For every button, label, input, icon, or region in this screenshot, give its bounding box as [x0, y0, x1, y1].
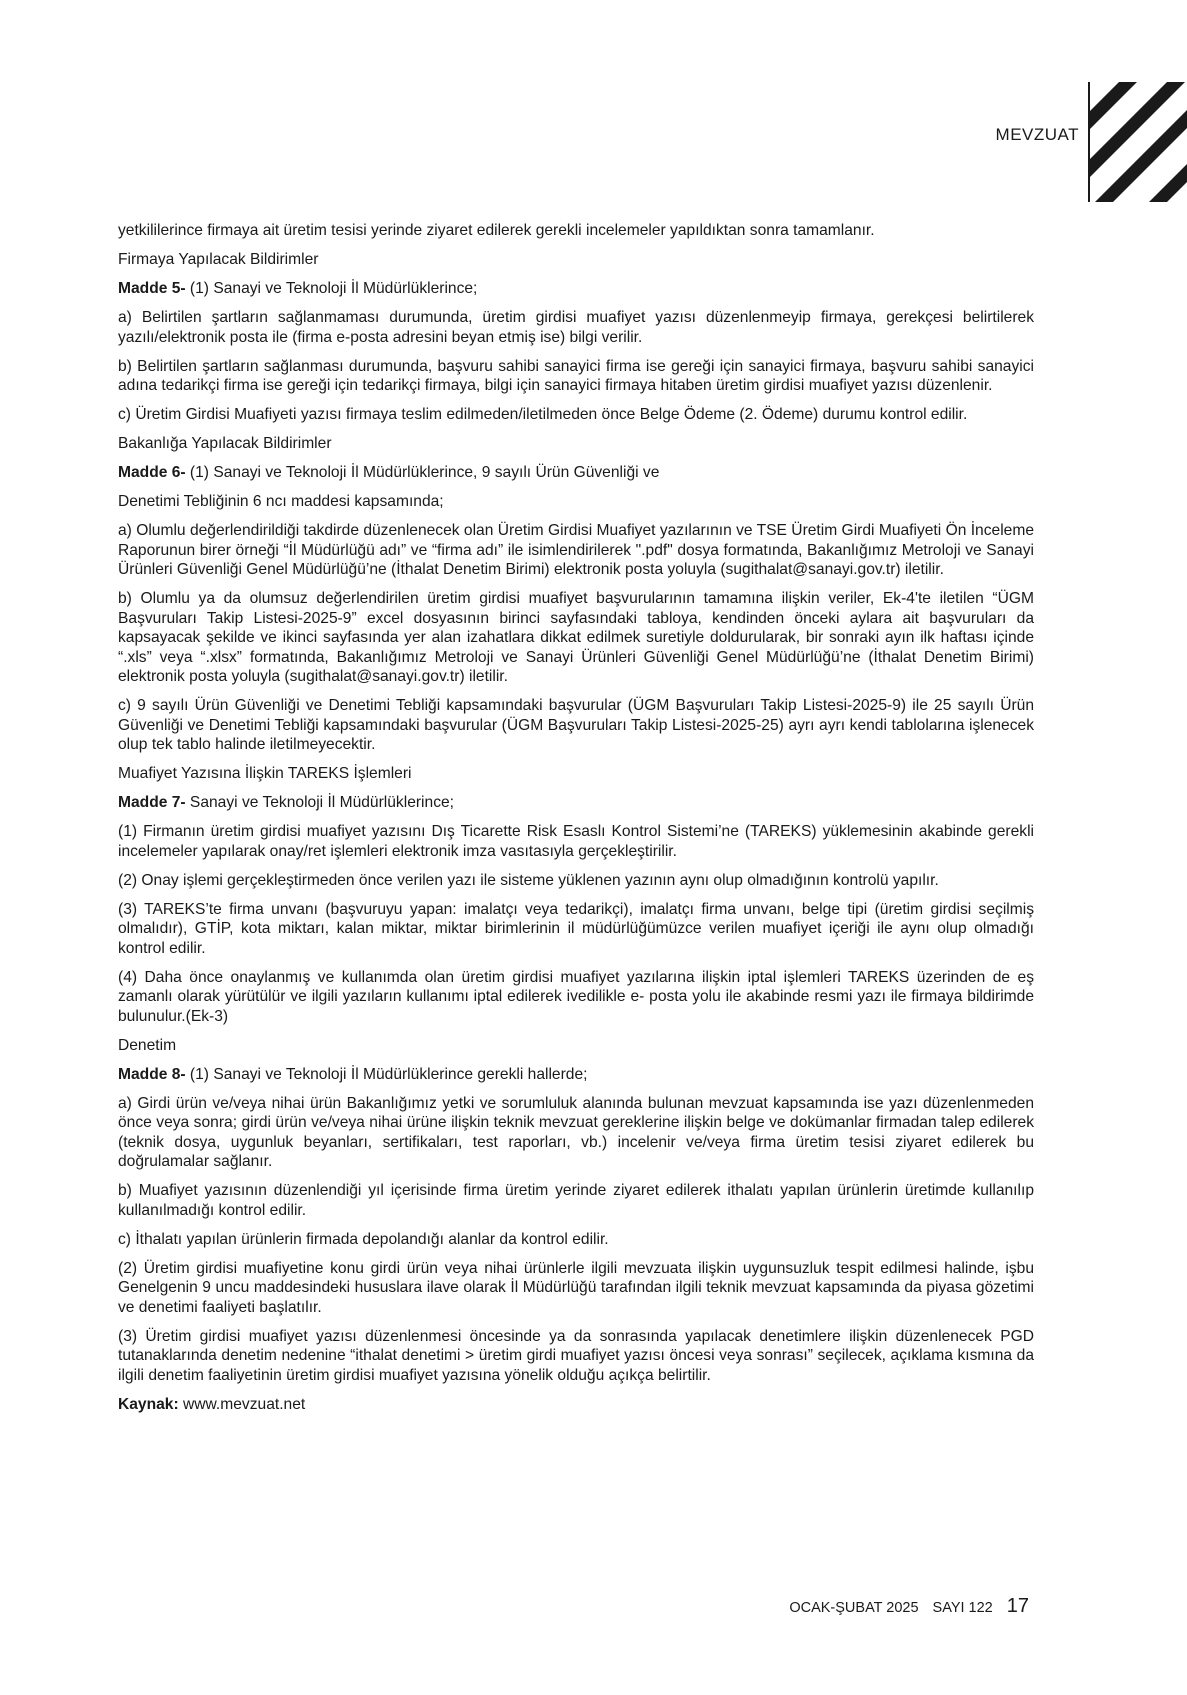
article-number: Madde 6-	[118, 464, 186, 481]
section-heading	[118, 1036, 1034, 1056]
article-number: Madde 8-	[118, 1065, 186, 1083]
paragraph-text: (1) Sanayi ve Teknoloji İl Müdürlüklerince;	[185, 280, 478, 297]
page-footer	[789, 1595, 1029, 1618]
paragraph	[118, 405, 1034, 425]
paragraph	[118, 696, 1034, 755]
paragraph-text: b) Belirtilen şartların sağlanması durumunda, başvuru sahibi sanayici firma ise gereği için sanayici firmaya, başvuru sahibi sanayici adına tedarikçi firma ise gereği için tedarikçi firmaya, bilgi için sanayici firmaya hitaben üretim girdisi muafiyet yazısı düzenlenir.	[118, 357, 1034, 394]
section-heading	[118, 492, 1034, 512]
paragraph-text: a) Girdi ürün ve/veya nihai ürün Bakanlığımız yetki ve sorumluluk alanında bulunan mevzuat kapsamında ise yazı düzenlenmeden önce veya sonra; girdi ürün ve/veya nihai ürüne ilişkin teknik mevzuat gereklerine ilişkin belge ve dokümanlar firmadan talep edilerek (teknik dosya, uygunluk beyanları, sertifikaları, test raporları, vb.) incelenir ve/veya firma üretim tesisi ziyaret edilerek bu doğrulamalar sağlanır.	[118, 1094, 1034, 1170]
paragraph-text: Denetim	[118, 1036, 177, 1054]
paragraph-text: a) Olumlu değerlendirildiği takdirde düzenlenecek olan Üretim Girdisi Muafiyet yazılarının ve TSE Üretim Girdi Muafiyeti Ön İnceleme Raporunun birer örneği “İl Müdürlüğü adı” ve “firma adı” ile isimlendirilerek ".pdf" dosya formatında, Bakanlığımız Metroloji ve Sanayi Ürünleri Güvenliği Genel Müdürlüğü’ne (İthalat Denetim Birimi) elektronik posta yoluyla (sugithalat@sanayi.gov.tr) iletilir.	[118, 522, 1034, 578]
paragraph-text: c) 9 sayılı Ürün Güvenliği ve Denetimi Tebliği kapsamındaki başvurular (ÜGM Başvuruları Takip Listesi-2025-9) ile 25 sayılı Ürün Güvenliği ve Denetimi Tebliği kapsamındaki başvurular (ÜGM Başvuruları Takip Listesi-2025-25) ayrı ayrı kendi tablolarına işlenecek olup tek tablo halinde iletilmeyecektir.	[118, 697, 1034, 753]
paragraph-text: b) Muafiyet yazısının düzenlendiği yıl içerisinde firma üretim yerinde ziyaret edilerek ithalatı yapılan ürünlerin üretimde kullanılıp kullanılmadığı kontrol edilir.	[118, 1182, 1034, 1219]
paragraph-text: Firmaya Yapılacak Bildirimler	[118, 251, 319, 268]
paragraph-text: (1) Firmanın üretim girdisi muafiyet yazısını Dış Ticarette Risk Esaslı Kontrol Sistemi’ne (TAREKS) yüklemesinin akabinde gerekli incelemeler yapılarak onay/ret işlemleri elektronik imza vasıtasıyla gerçekleştirilir.	[118, 823, 1034, 860]
paragraph	[118, 1094, 1034, 1172]
stripes-logo-icon	[1089, 82, 1187, 202]
paragraph-text: b) Olumlu ya da olumsuz değerlendirilen üretim girdisi muafiyet başvurularının tamamına ilişkin veriler, Ek-4'te iletilen “ÜGM Başvuruları Takip Listesi-2025-9” excel dosyasının birinci sayfasındaki tabloya, kendinden önceki aylara ait başvuruları da kapsayacak şekilde ve ikinci sayfasında yer alan izahatlara dikkat edilmek suretiyle doldurularak, bir sonraki ayın ilk haftası içinde “.xls” veya “.xlsx” formatında, Bakanlığımız Metroloji ve Sanayi Ürünleri Güvenliği Genel Müdürlüğü’ne (İthalat Denetim Birimi) elektronik posta yoluyla (sugithalat@sanayi.gov.tr) iletilir.	[118, 590, 1034, 685]
paragraph	[118, 1181, 1034, 1220]
article-number: Madde 5-	[118, 280, 186, 297]
paragraph-text: (1) Sanayi ve Teknoloji İl Müdürlüklerince gerekli hallerde;	[185, 1065, 588, 1083]
article-number: Madde 7-	[118, 794, 186, 811]
article-clause	[118, 463, 1034, 483]
paragraph-text: (4) Daha önce onaylanmış ve kullanımda olan üretim girdisi muafiyet yazılarına ilişkin iptal işlemleri TAREKS üzerinden de eş zamanlı olarak yürütülür ve ilgili yazıların kullanımı iptal edilerek ivedilikle e- posta yolu ile akabinde resmi yazı ile firmaya bildirimde bulunulur.(Ek-3)	[118, 968, 1034, 1025]
section-label: MEVZUAT	[995, 125, 1079, 144]
paragraph	[118, 1230, 1034, 1250]
article-clause	[118, 279, 1034, 299]
paragraph-text: Sanayi ve Teknoloji İl Müdürlüklerince;	[185, 794, 454, 811]
source-url: www.mevzuat.net	[178, 1395, 306, 1413]
paragraph-text: c) Üretim Girdisi Muafiyeti yazısı firmaya teslim edilmeden/iletilmeden önce Belge Ödeme (2. Ödeme) durumu kontrol edilir.	[118, 406, 968, 423]
source-line	[118, 1395, 1034, 1415]
paragraph-text: Denetimi Tebliğinin 6 ncı maddesi kapsamında;	[118, 493, 444, 510]
paragraph	[118, 871, 1034, 891]
paragraph-text: (1) Sanayi ve Teknoloji İl Müdürlüklerince, 9 sayılı Ürün Güvenliği ve	[185, 464, 660, 481]
issue-date: OCAK-ŞUBAT 2025	[789, 1600, 919, 1616]
section-heading	[118, 250, 1034, 270]
source-label: Kaynak:	[118, 1395, 179, 1413]
article-body	[118, 221, 1034, 1424]
paragraph	[118, 357, 1034, 396]
paragraph-text: (2) Onay işlemi gerçekleştirmeden önce verilen yazı ile sisteme yüklenen yazının aynı olup olmadığının kontrolü yapılır.	[118, 871, 939, 889]
section-heading	[118, 764, 1034, 784]
paragraph	[118, 589, 1034, 687]
paragraph	[118, 308, 1034, 347]
paragraph	[118, 221, 1034, 241]
paragraph	[118, 968, 1034, 1027]
paragraph-text: c) İthalatı yapılan ürünlerin firmada depolandığı alanlar da kontrol edilir.	[118, 1230, 609, 1248]
page-number: 17	[1006, 1595, 1029, 1617]
paragraph	[118, 521, 1034, 580]
article-clause	[118, 793, 1034, 813]
article-clause	[118, 1065, 1034, 1085]
paragraph-text: a) Belirtilen şartların sağlanmaması durumunda, üretim girdisi muafiyet yazısı düzenlenmeyip firmaya, gerekçesi belirtilerek yazılı/elektronik posta ile (firma e-posta adresini beyan etmiş ise) bilgi verilir.	[118, 309, 1034, 346]
paragraph-text: Bakanlığa Yapılacak Bildirimler	[118, 435, 332, 452]
paragraph-text: (3) Üretim girdisi muafiyet yazısı düzenlenmesi öncesinde ya da sonrasında yapılacak denetimlere ilişkin düzenlenecek PGD tutanaklarında denetim nedenine “ithalat denetimi > üretim girdi muafiyet yazısı öncesi veya sonrası” seçilecek, açıklama kısmına da ilgili denetim faaliyetinin üretim girdisi muafiyet yazısına yönelik olduğu açıkça belirtilir.	[118, 1327, 1034, 1384]
paragraph	[118, 822, 1034, 861]
paragraph	[118, 900, 1034, 959]
issue-number: SAYI 122	[932, 1600, 993, 1616]
section-heading	[118, 434, 1034, 454]
paragraph	[118, 1327, 1034, 1386]
paragraph-text: (2) Üretim girdisi muafiyetine konu girdi ürün veya nihai ürünlerle ilgili mevzuata ilişkin uygunsuzluk tespit edilmesi halinde, işbu Genelgenin 9 uncu maddesindeki hususlara ilave olarak İl Müdürlüğü tarafından ilgili teknik mevzuat kapsamında da piyasa gözetimi ve denetimi faaliyeti başlatılır.	[118, 1259, 1034, 1316]
paragraph-text: (3) TAREKS’te firma unvanı (başvuruyu yapan: imalatçı veya tedarikçi), imalatçı firma unvanı, belge tipi (üretim girdisi seçilmiş olmalıdır), GTİP, kota miktarı, kalan miktar, miktar birimlerinin il müdürlüğümüzce verilen muafiyet içeriği ile aynı olup olmadığı kontrol edilir.	[118, 900, 1034, 957]
paragraph	[118, 1259, 1034, 1318]
paragraph-text: yetkililerince firmaya ait üretim tesisi yerinde ziyaret edilerek gerekli incelemeler yapıldıktan sonra tamamlanır.	[118, 222, 875, 239]
paragraph-text: Muafiyet Yazısına İlişkin TAREKS İşlemleri	[118, 765, 412, 782]
